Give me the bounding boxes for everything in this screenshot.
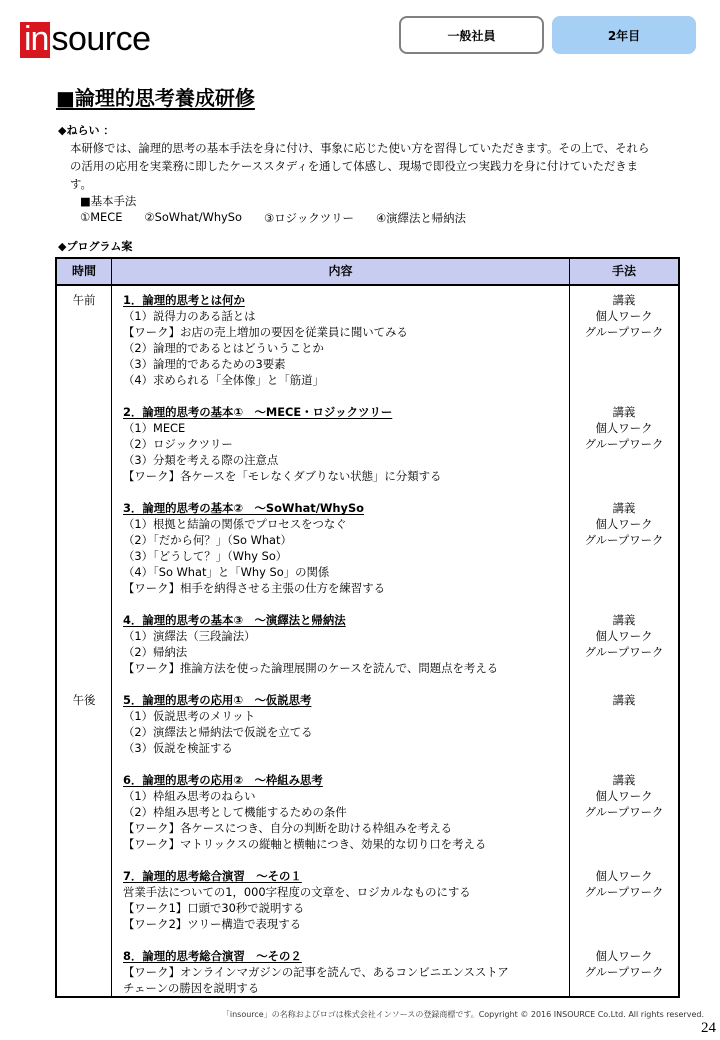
session-line: （4）求められる「全体像」と「筋道」 (123, 373, 324, 387)
table-header (57, 259, 678, 286)
session-3 (123, 500, 385, 596)
method-item: 個人ワーク (595, 789, 653, 803)
aim-body: 本研修では、論理的思考の基本手法を身に付け、事象に応じた使い方を習得していただきます。その上で、それらの活用の応用を実業務に即したケーススタディを通して体感し、現場で即役立つ実践力を身に付けていただきます。 (70, 141, 650, 191)
session-line: （2）枠組み思考として機能するための条件 (123, 805, 347, 819)
session-line: （1）説得力のある話とは (123, 309, 256, 323)
session-5-methods (570, 692, 678, 708)
session-line: （2）ロジックツリー (123, 437, 233, 451)
session-2 (123, 404, 441, 484)
logo-wordmark: source (51, 20, 151, 58)
logo-in-mark: in (20, 22, 50, 58)
session-line: （1）仮説思考のメリット (123, 709, 256, 723)
employee-level-badge: 一般社員 (399, 16, 544, 54)
time-afternoon: 午後 (72, 693, 96, 707)
session-line: （2）論理的であるとはどういうことか (123, 341, 324, 355)
method-item: グループワーク (584, 805, 664, 819)
session-4-methods (570, 612, 678, 660)
session-7-methods (570, 868, 678, 900)
session-line: （1）演繹法（三段論法） (123, 629, 256, 643)
basic-method-item: ④演繹法と帰納法 (375, 211, 466, 225)
session-line: （3）「どうして？」（Why So） (123, 549, 288, 563)
column-header-method: 手法 (611, 264, 636, 278)
session-line: 【ワーク】お店の売上増加の要因を従業員に聞いてみる (123, 325, 408, 339)
session-7 (123, 868, 471, 932)
session-line: 【ワーク】各ケースを「モレなくダブりない状態」に分類する (123, 469, 442, 483)
session-line: （3）仮説を検証する (123, 741, 233, 755)
session-1 (123, 292, 408, 388)
year-level-badge: 2年目 (552, 16, 696, 54)
session-6-methods (570, 772, 678, 820)
session-line: （1）根拠と結論の関係でプロセスをつなぐ (123, 517, 347, 531)
method-item: 講義 (612, 693, 636, 707)
session-title: 4．論理的思考の基本③ ～演繹法と帰納法 (123, 613, 346, 627)
session-line: （2）「だから何？」（So What） (123, 533, 292, 547)
basic-method-item: ③ロジックツリー (264, 211, 354, 225)
program-table (55, 257, 680, 998)
basic-methods-list (80, 210, 466, 226)
session-4 (123, 612, 498, 676)
method-item: 個人ワーク (595, 949, 653, 963)
method-item: 講義 (612, 293, 636, 307)
method-item: グループワーク (584, 325, 664, 339)
method-item: グループワーク (584, 533, 664, 547)
session-title: 8．論理的思考総合演習 ～その２ (123, 949, 302, 963)
session-line: （3）分類を考える際の注意点 (123, 453, 279, 467)
session-5 (123, 692, 313, 756)
method-item: 個人ワーク (595, 517, 653, 531)
column-header-content: 内容 (328, 264, 353, 278)
insource-logo (20, 22, 151, 58)
session-6 (123, 772, 486, 852)
method-item: 講義 (612, 773, 636, 787)
method-item: 個人ワーク (595, 309, 653, 323)
aim-heading: ◆ねらい ： (58, 124, 115, 137)
session-title: 6．論理的思考の応用② ～枠組み思考 (123, 773, 323, 787)
session-line: （3）論理的であるための3要素 (123, 357, 286, 371)
session-line: 営業手法についての1，000字程度の文章を、ロジカルなものにする (123, 885, 471, 899)
session-title: 7．論理的思考総合演習 ～その１ (123, 869, 302, 883)
method-item: 講義 (612, 613, 636, 627)
copyright-notice: 「insource」の名称およびロゴは株式会社インソースの登録商標です。Copyright © 2016 INSOURCE Co.Ltd. All rights reserved. (221, 1010, 704, 1019)
session-3-methods (570, 500, 678, 548)
basic-method-item: ①MECE (80, 210, 123, 224)
method-item: グループワーク (584, 885, 664, 899)
page-number: 24 (701, 1020, 716, 1036)
session-line: 【ワーク】各ケースにつき、自分の判断を助ける枠組みを考える (123, 821, 453, 835)
method-item: 講義 (612, 501, 636, 515)
method-item: グループワーク (584, 437, 664, 451)
method-item: グループワーク (584, 645, 664, 659)
session-title: 1．論理的思考とは何か (123, 293, 245, 307)
session-title: 5．論理的思考の応用① ～仮説思考 (123, 693, 312, 707)
basic-method-item: ②SoWhat/WhySo (144, 210, 242, 224)
page-title: ■論理的思考養成研修 (56, 86, 255, 110)
session-line: 【ワーク】推論方法を使った論理展開のケースを読んで、問題点を考える (123, 661, 499, 675)
session-8 (123, 948, 509, 996)
session-line: （2）帰納法 (123, 645, 188, 659)
session-title: 3．論理的思考の基本② ～SoWhat/WhySo (123, 501, 364, 515)
method-item: 個人ワーク (595, 869, 653, 883)
session-line: 【ワーク1】口頭で30秒で説明する (123, 901, 305, 915)
session-line: （4）「So What」と「Why So」の関係 (123, 565, 330, 579)
session-2-methods (570, 404, 678, 452)
session-line: 【ワーク】オンラインマガジンの記事を読んで、あるコンビニエンスストア (123, 965, 509, 979)
program-heading: ◆プログラム案 (58, 240, 133, 253)
time-morning: 午前 (72, 293, 96, 307)
method-item: グループワーク (584, 965, 664, 979)
session-line: 【ワーク】相手を納得させる主張の仕方を練習する (123, 581, 385, 595)
session-1-methods (570, 292, 678, 340)
session-line: チェーンの勝因を説明する (123, 981, 260, 995)
method-item: 個人ワーク (595, 421, 653, 435)
column-divider (111, 259, 112, 996)
session-8-methods (570, 948, 678, 980)
session-line: 【ワーク2】ツリー構造で表現する (123, 917, 302, 931)
method-item: 個人ワーク (595, 629, 653, 643)
session-line: （1）枠組み思考のねらい (123, 789, 256, 803)
column-header-time: 時間 (71, 264, 96, 278)
session-line: （2）演繹法と帰納法で仮説を立てる (123, 725, 313, 739)
session-title: 2．論理的思考の基本① ～MECE・ロジックツリー (123, 405, 393, 419)
method-item: 講義 (612, 405, 636, 419)
session-line: 【ワーク】マトリックスの縦軸と横軸につき、効果的な切り口を考える (123, 837, 487, 851)
session-line: （1）MECE (123, 421, 186, 435)
basic-methods-heading: ■基本手法 (80, 194, 137, 208)
